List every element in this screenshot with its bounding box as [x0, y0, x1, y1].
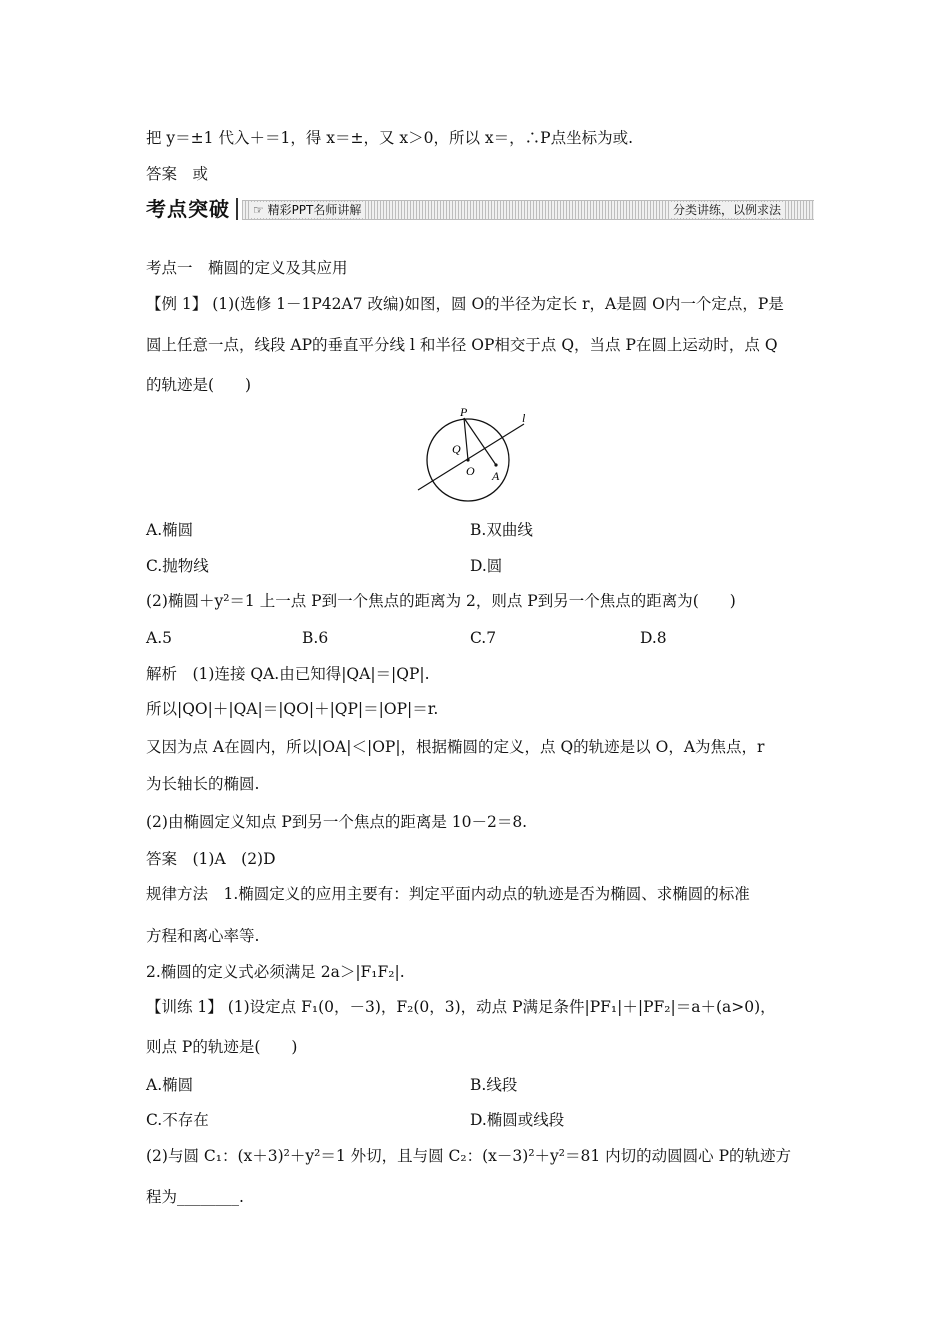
label-a: A: [492, 469, 500, 483]
exercise-line: 【训练 1】 (1)设定点 F₁(0，－3)，F₂(0，3)，动点 P满足条件|PF₁|＋|PF₂|＝a＋(a>0)，: [146, 998, 776, 1016]
option: A.椭圆: [146, 1076, 194, 1094]
text-line: 把 y＝±1 代入＋＝1，得 x＝±，又 x＞0，所以 x＝，∴P点坐标为或.: [146, 129, 634, 147]
option: B.线段: [470, 1076, 518, 1094]
option: B.双曲线: [470, 521, 533, 539]
option: D.椭圆或线段: [470, 1111, 565, 1129]
section-banner: [146, 196, 816, 222]
option: D.8: [640, 629, 667, 647]
solution-line: 又因为点 A在圆内，所以|OA|＜|OP|，根据椭圆的定义，点 Q的轨迹是以 O，A为焦点，r: [146, 738, 765, 756]
banner-title: 考点突破: [146, 197, 230, 221]
solution-line: 解析 (1)连接 QA.由已知得|QA|＝|QP|.: [146, 665, 430, 683]
exercise-line: 则点 P的轨迹是( ): [146, 1038, 298, 1056]
exercise-line: 程为________.: [146, 1188, 244, 1206]
method-line: 规律方法 1.椭圆定义的应用主要有：判定平面内动点的轨迹是否为椭圆、求椭圆的标准: [146, 885, 750, 903]
solution-line: 为长轴长的椭圆.: [146, 775, 260, 793]
option: C.抛物线: [146, 557, 209, 575]
answer-line: 答案 或: [146, 165, 209, 183]
option: B.6: [302, 629, 329, 647]
label-p: P: [460, 405, 468, 419]
method-line: 方程和离心率等.: [146, 927, 260, 945]
option: C.7: [470, 629, 497, 647]
option: C.不存在: [146, 1111, 209, 1129]
option: D.圆: [470, 557, 503, 575]
label-q: Q: [452, 442, 461, 456]
method-line: 2.椭圆的定义式必须满足 2a＞|F₁F₂|.: [146, 963, 405, 981]
circle-figure: [412, 402, 542, 502]
bisector-line: [418, 424, 524, 490]
option: A.5: [146, 629, 172, 647]
answer-line: 答案 (1)A (2)D: [146, 850, 276, 868]
example-line: 圆上任意一点，线段 AP的垂直平分线 l 和半径 OP相交于点 Q，当点 P在圆上运动时，点 Q: [146, 336, 778, 354]
point-o: [466, 458, 469, 461]
solution-line: (2)由椭圆定义知点 P到另一个焦点的距离是 10－2＝8.: [146, 813, 528, 831]
banner-bar: [242, 200, 814, 220]
option: A.椭圆: [146, 521, 194, 539]
label-l: l: [522, 411, 526, 425]
example-line: 【例 1】 (1)(选修 1－1P42A7 改编)如图，圆 O的半径为定长 r，A是圆 O内一个定点，P是: [146, 295, 784, 313]
topic-heading: 考点一 椭圆的定义及其应用: [146, 259, 348, 277]
exercise-line: (2)与圆 C₁：(x＋3)²＋y²＝1 外切，且与圆 C₂：(x－3)²＋y²＝81 内切的动圆圆心 P的轨迹方: [146, 1147, 792, 1165]
example-line: 的轨迹是( ): [146, 376, 252, 394]
label-o: O: [466, 464, 475, 478]
banner-right-text: 分类讲练，以例求法: [670, 202, 784, 218]
solution-line: 所以|QO|＋|QA|＝|QO|＋|QP|＝|OP|＝r.: [146, 700, 439, 718]
banner-left-text: ☞ 精彩PPT名师讲解: [250, 202, 364, 218]
banner-divider: [236, 198, 238, 220]
point-a: [494, 463, 497, 466]
question-line: (2)椭圆＋y²＝1 上一点 P到一个焦点的距离为 2，则点 P到另一个焦点的距离为( ): [146, 592, 736, 610]
radius-op: [464, 418, 468, 460]
